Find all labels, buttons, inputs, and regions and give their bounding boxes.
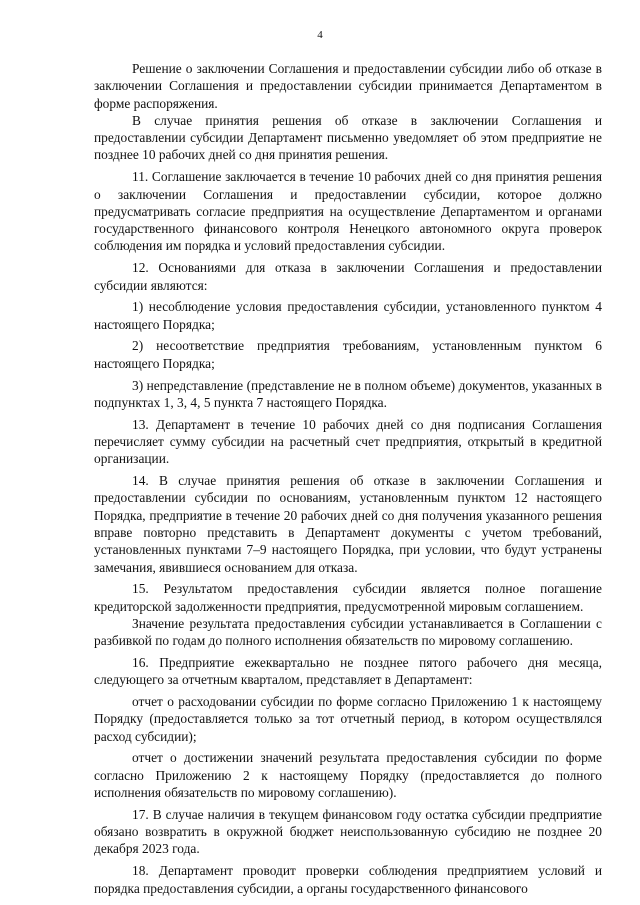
paragraph: отчет о расходовании субсидии по форме согласно Приложению 1 к настоящему Порядку (предоставляется только за тот отчетный период, в котором осуществлялся расход субсидии); [94, 694, 602, 744]
page-number: 4 [317, 29, 323, 41]
paragraph: В случае принятия решения об отказе в заключении Соглашения и предоставлении субсидии Департамент письменно уведомляет об этом предприятие не позднее 10 рабочих дней со дня принятия решения. [94, 112, 602, 163]
paragraph: 2) несоответствие предприятия требованиям, установленным пунктом 6 настоящего Порядка; [94, 338, 602, 371]
paragraph: 13. Департамент в течение 10 рабочих дней со дня подписания Соглашения перечисляет сумму субсидии на расчетный счет предприятия, открытый в кредитной организации. [94, 416, 602, 467]
paragraph: Значение результата предоставления субсидии устанавливается в Соглашении с разбивкой по годам до полного исполнения обязательств по мировому соглашению. [94, 615, 602, 649]
paragraph: 15. Результатом предоставления субсидии является полное погашение кредиторской задолженности предприятия, предусмотренной мировым соглашением. [94, 581, 602, 614]
paragraph: 17. В случае наличия в текущем финансовом году остатка субсидии предприятие обязано возвратить в окружной бюджет неиспользованную субсидию не позднее 20 декабря 2023 года. [94, 806, 602, 857]
document-body [94, 60, 602, 901]
paragraph: 1) несоблюдение условия предоставления субсидии, установленного пунктом 4 настоящего Порядка; [94, 299, 602, 332]
paragraph: 3) непредставление (представление не в полном объеме) документов, указанных в подпунктах 1, 3, 4, 5 пункта 7 настоящего Порядка. [94, 377, 602, 410]
paragraph: 12. Основаниями для отказа в заключении Соглашения и предоставлении субсидии являются: [94, 260, 602, 293]
paragraph: 18. Департамент проводит проверки соблюдения предприятием условий и порядка предоставления субсидии, а органы государственного финансового [94, 863, 602, 896]
paragraph: 11. Соглашение заключается в течение 10 рабочих дней со дня принятия решения о заключении Соглашения и предоставлении субсидии, которое должно предусматривать согласие предприятия на осуществление Департаментом и органами государственного финансового контроля Ненецкого автономного округа проверок соблюдения им порядка и условий предоставления субсидии. [94, 169, 602, 254]
paragraph: 14. В случае принятия решения об отказе в заключении Соглашения и предоставлении субсидии по основаниям, установленным пунктом 12 настоящего Порядка, предприятие в течение 20 рабочих дней со дня получения указанного решения вправе повторно представить в Департамент документы с учетом требований, установленных пунктами 7–9 настоящего Порядка, при условии, что будут устранены замечания, явившиеся основанием для отказа. [94, 473, 602, 575]
paragraph: Решение о заключении Соглашения и предоставлении субсидии либо об отказе в заключении Соглашения и предоставлении субсидии принимается Департаментом в форме распоряжения. [94, 61, 602, 111]
paragraph: 16. Предприятие ежеквартально не позднее пятого рабочего дня месяца, следующего за отчетным кварталом, представляет в Департамент: [94, 655, 602, 688]
paragraph: отчет о достижении значений результата предоставления субсидии по форме согласно Приложению 2 к настоящему Порядку (предоставляется до полного исполнения обязательств по мировому соглашению). [94, 750, 602, 801]
